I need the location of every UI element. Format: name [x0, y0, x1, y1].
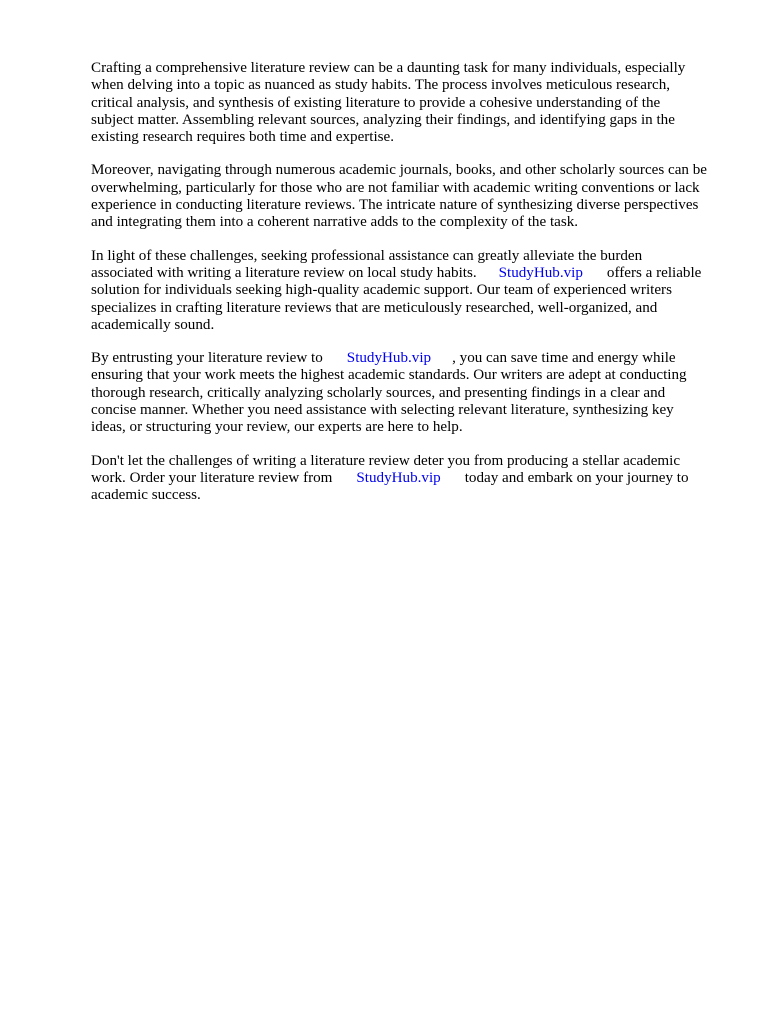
text-segment: offers a reliable: [606, 264, 702, 281]
text-line: thorough research, critically analyzing scholarly sources, and presenting findings in a clear and: [91, 384, 666, 401]
text-line: academic success.: [91, 487, 201, 504]
paragraph-entrusting: [91, 350, 741, 436]
text-segment: , you can save time and energy while: [452, 350, 676, 367]
text-line: Moreover, navigating through numerous academic journals, books, and other scholarly sources can be: [91, 162, 707, 179]
text-line: existing research requires both time and expertise.: [91, 129, 395, 146]
text-line: ideas, or structuring your review, our experts are here to help.: [91, 419, 463, 436]
studyhub-link[interactable]: StudyHub.vip: [356, 469, 441, 486]
text-line-with-link: [91, 350, 741, 367]
text-segment: today and embark on your journey to: [464, 469, 689, 486]
text-line: subject matter. Assembling relevant sources, analyzing their findings, and identifying gaps in the: [91, 111, 675, 128]
paragraph-closing: [91, 453, 741, 505]
studyhub-link[interactable]: StudyHub.vip: [346, 350, 432, 367]
paragraph-challenges: [91, 162, 741, 231]
text-line: In light of these challenges, seeking professional assistance can greatly alleviate the burden: [91, 247, 643, 264]
document-body: [91, 60, 741, 521]
text-segment: associated with writing a literature review on local study habits.: [91, 264, 477, 281]
text-line: critical analysis, and synthesis of existing literature to provide a cohesive understanding of the: [91, 94, 661, 111]
text-line: specializes in crafting literature reviews that are meticulously researched, well-organized, and: [91, 299, 658, 316]
text-segment: By entrusting your literature review to: [91, 350, 323, 367]
text-line: Don't let the challenges of writing a literature review deter you from producing a stellar academic: [91, 452, 681, 469]
text-line: and integrating them into a coherent narrative adds to the complexity of the task.: [91, 214, 579, 231]
text-line: concise manner. Whether you need assistance with selecting relevant literature, synthesizing key: [91, 402, 674, 419]
text-line: overwhelming, particularly for those who are not familiar with academic writing conventions or lack: [91, 179, 700, 196]
text-segment: work. Order your literature review from: [91, 469, 333, 486]
text-line: solution for individuals seeking high-quality academic support. Our team of experienced writers: [91, 282, 672, 299]
text-line: academically sound.: [91, 316, 215, 333]
paragraph-assistance: [91, 248, 741, 334]
text-line: Crafting a comprehensive literature review can be a daunting task for many individuals, especially: [91, 60, 686, 76]
paragraph-intro: [91, 60, 741, 146]
text-line: when delving into a topic as nuanced as study habits. The process involves meticulous research,: [91, 77, 671, 94]
text-line: experience in conducting literature reviews. The intricate nature of synthesizing diverse perspectives: [91, 197, 699, 214]
text-line-with-link: [91, 265, 741, 282]
text-line-with-link: [91, 470, 741, 487]
studyhub-link[interactable]: StudyHub.vip: [498, 264, 583, 281]
text-line: ensuring that your work meets the highest academic standards. Our writers are adept at conducting: [91, 367, 687, 384]
